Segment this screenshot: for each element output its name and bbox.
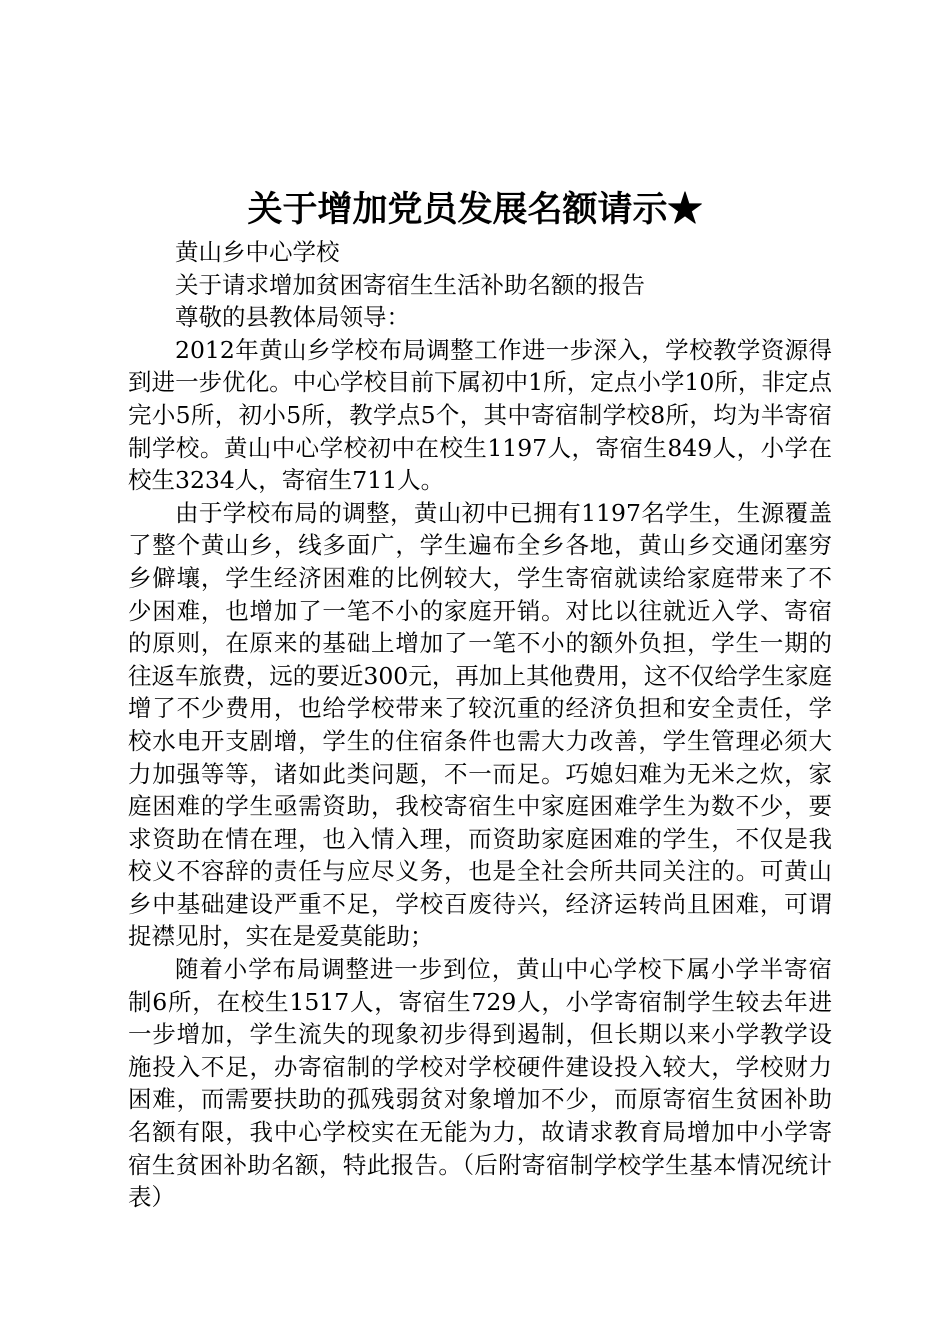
document-body [128, 236, 832, 1214]
body-paragraph: 2012年黄山乡学校布局调整工作进一步深入，学校教学资源得到进一步优化。中心学校目前下属初中1所，定点小学10所，非定点完小5所，初小5所，教学点5个，其中寄宿制学校8所，均为半寄宿制学校。黄山中心学校初中在校生1197人，寄宿生849人，小学在校生3234人，寄宿生711人。 [128, 335, 832, 495]
body-paragraph: 随着小学布局调整进一步到位，黄山中心学校下属小学半寄宿制6所，在校生1517人，寄宿生729人，小学寄宿制学生较去年进一步增加，学生流失的现象初步得到遏制，但长期以来小学教学设施投入不足，办寄宿制的学校对学校硬件建设投入较大，学校财力困难，而需要扶助的孤残弱贫对象增加不少，而原寄宿生贫困补助名额有限，我中心学校实在无能为力，故请求教育局增加中小学寄宿生贫困补助名额，特此报告。（后附寄宿制学校学生基本情况统计表） [128, 955, 832, 1212]
salutation-line: 尊敬的县教体局领导： [175, 303, 410, 332]
body-paragraph: 由于学校布局的调整，黄山初中已拥有1197名学生，生源覆盖了整个黄山乡，线多面广，学生遍布全乡各地，黄山乡交通闭塞穷乡僻壤，学生经济困难的比例较大，学生寄宿就读给家庭带来了不少困难，也增加了一笔不小的家庭开销。对比以往就近入学、寄宿的原则，在原来的基础上增加了一笔不小的额外负担，学生一期的往返车旅费，远的要近300元，再加上其他费用，这不仅给学生家庭增了不少费用，也给学校带来了较沉重的经济负担和安全责任，学校水电开支剧增，学生的住宿条件也需大力改善，学生管理必须大力加强等等，诸如此类问题，不一而足。巧媳妇难为无米之炊，家庭困难的学生亟需资助，我校寄宿生中家庭困难学生为数不少，要求资助在情在理，也入情入理，而资助家庭困难的学生，不仅是我校义不容辞的责任与应尽义务，也是全社会所共同关注的。可黄山乡中基础建设严重不足，学校百废待兴，经济运转尚且困难，可谓捉襟见肘，实在是爱莫能助； [128, 498, 832, 951]
document-title: 关于增加党员发展名额请示★ [247, 189, 703, 230]
report-subject-line: 关于请求增加贫困寄宿生生活补助名额的报告 [175, 270, 645, 299]
school-name-line: 黄山乡中心学校 [175, 238, 340, 266]
